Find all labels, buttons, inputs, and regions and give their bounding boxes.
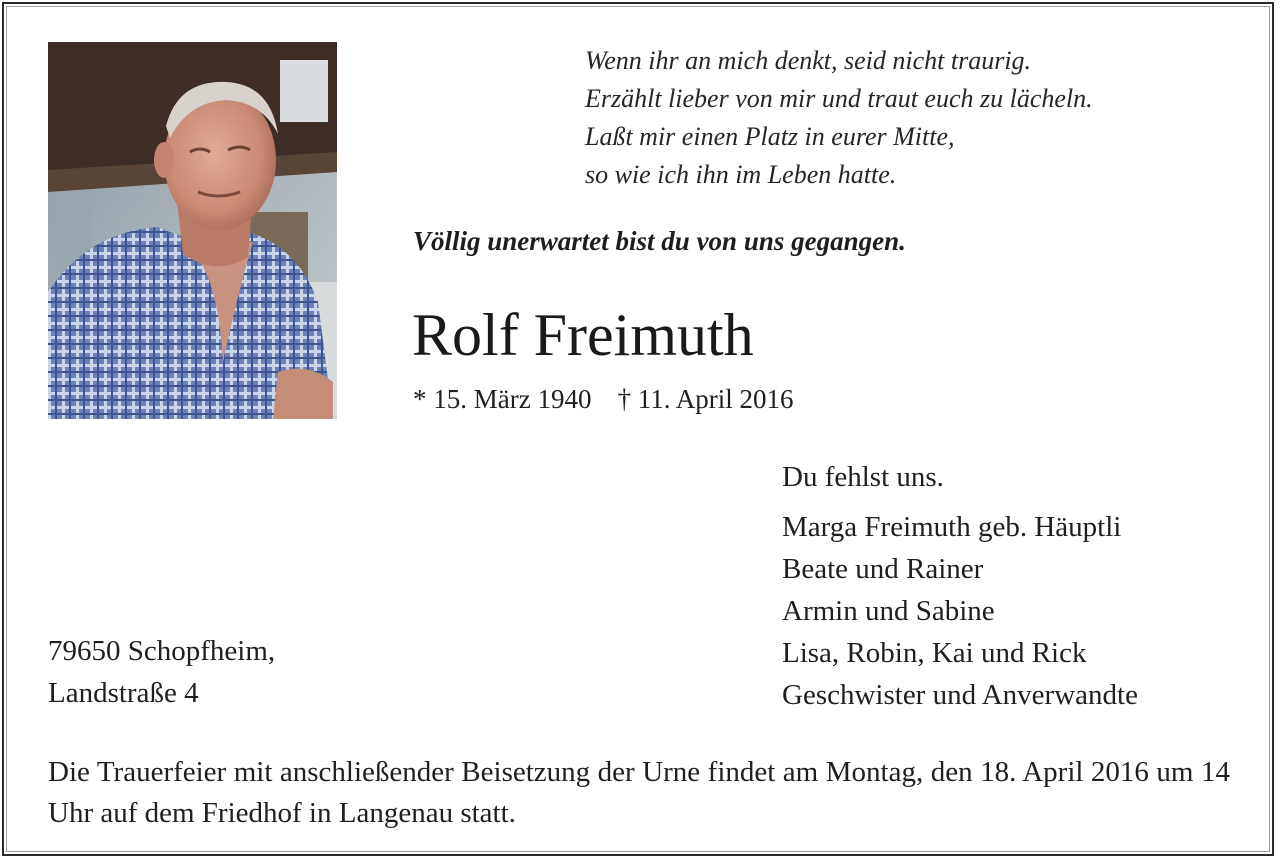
- portrait-photo: [48, 42, 337, 419]
- family-member: Marga Freimuth geb. Häuptli: [782, 511, 1122, 543]
- deceased-name: Rolf Freimuth: [412, 302, 754, 368]
- family-signatures: [782, 456, 1138, 716]
- life-dates: [413, 384, 793, 415]
- family-member: Lisa, Robin, Kai und Rick: [782, 637, 1087, 669]
- family-member: Armin und Sabine: [782, 595, 995, 627]
- address: [48, 630, 275, 714]
- poem-line: Laßt mir einen Platz in eurer Mitte,: [585, 122, 955, 151]
- address-city: 79650 Schopfheim,: [48, 635, 276, 667]
- family-member: Geschwister und Anverwandte: [782, 679, 1138, 711]
- death-date: † 11. April 2016: [617, 384, 794, 414]
- address-street: Landstraße 4: [48, 677, 199, 709]
- birth-date: * 15. März 1940: [413, 384, 592, 414]
- poem-line: so wie ich ihn im Leben hatte.: [585, 160, 897, 189]
- poem: [585, 42, 1245, 194]
- funeral-notice: Die Trauerfeier mit anschließender Beisetzung der Urne findet am Montag, den 18. April 2016 um 14 Uhr auf dem Friedhof in Langenau statt.: [48, 756, 1230, 829]
- poem-line: Erzählt lieber von mir und traut euch zu lächeln.: [585, 84, 1093, 113]
- poem-line: Wenn ihr an mich denkt, seid nicht traurig.: [585, 46, 1032, 75]
- lead-line: Völlig unerwartet bist du von uns gegangen.: [413, 226, 906, 256]
- closing-phrase: Du fehlst uns.: [782, 461, 944, 493]
- family-member: Beate und Rainer: [782, 553, 984, 585]
